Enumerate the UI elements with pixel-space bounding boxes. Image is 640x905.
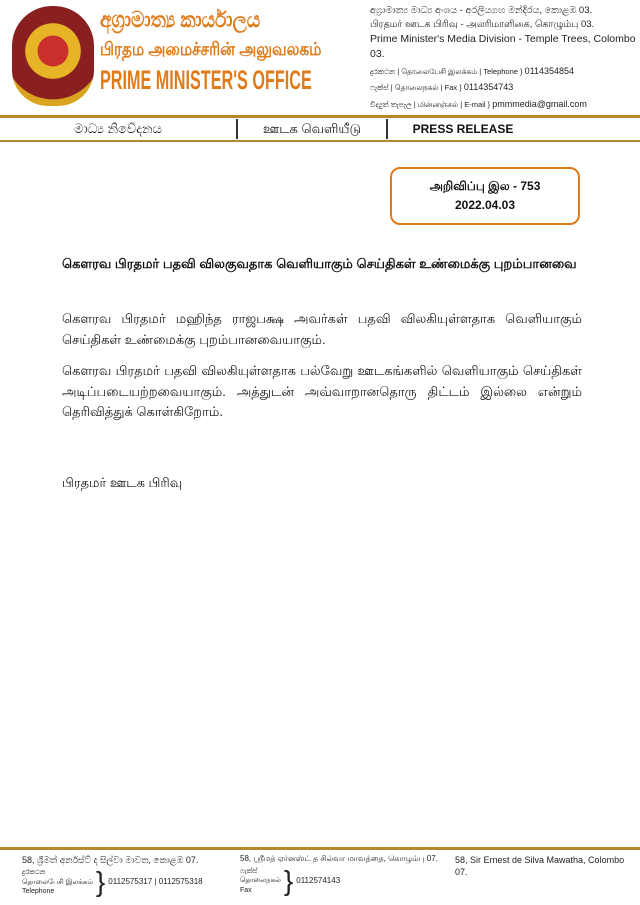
contact-block: [370, 4, 636, 111]
address-english: Prime Minister's Media Division - Temple Trees, Colombo 03.: [370, 32, 636, 60]
release-number: அறிவிப்பு இல - 753: [429, 178, 541, 193]
fax: 0114354743: [463, 82, 514, 93]
brace: }: [283, 864, 294, 896]
section-rule: [0, 140, 640, 142]
footer-address-sinhala: 58, ශ්‍රීමත් අර්නස්ට් ද සිල්වා මාවත, කොළඹ 07.: [22, 855, 199, 865]
footer: [0, 850, 640, 896]
title-tamil: பிரதம அமைச்சரின் அலுவலகம்: [100, 38, 322, 59]
section-english: PRESS RELEASE: [412, 121, 514, 136]
paragraph-1: கௌரவ பிரதமர் மஹிந்த ராஜபக்ஷ அவர்கள் பதவி விலகியுள்ளதாக வெளியாகும் செய்திகள் உண்மைக்கு புறம்பானவையாகும்.: [62, 311, 582, 347]
tel-label-si: දුරකථන: [22, 869, 46, 877]
tel-label-en: Telephone: [22, 888, 55, 896]
fax-label-si: ෆැක්ස්: [240, 867, 258, 875]
tel-label-ta: தொலைபேசி இலக்கம்: [22, 878, 93, 886]
address-tamil: பிரதமர் ஊடக பிரிவு - அலரிமாளிகை, கொழும்பு 03.: [370, 18, 595, 30]
section-bar: [0, 118, 640, 140]
footer-telephones: 0112575317 | 0112575318: [108, 876, 203, 886]
section-sinhala: මාධ්‍ය නිවේදනය: [74, 121, 162, 137]
section-tamil: ஊடக வெளியீடு: [262, 121, 362, 137]
sri-lanka-emblem-icon: [12, 6, 94, 106]
footer-fax: 0112574143: [296, 875, 341, 885]
paragraph-2: கௌரவ பிரதமர் பதவி விலகியுள்ளதாக பல்வேறு ஊடகங்களில் வெளியாகும் செய்திகள் அடிப்படையற்றவையாகும். அத்துடன் அவ்வாறானதொரு திட்டம் இல்லை என்றும் தெரிவித்துக் கொள்கிறோம்.: [62, 362, 582, 420]
telephone: 0114354854: [524, 65, 575, 76]
address-sinhala: අග්‍රාමාත්‍ය මාධ්‍ය අංශය - අරලියගහ මන්දිරය, කොළඹ 03.: [370, 5, 593, 16]
title-english: PRIME MINISTER'S OFFICE: [100, 64, 312, 95]
email: pmmmedia@gmail.com: [492, 98, 587, 109]
brace: }: [95, 866, 106, 898]
footer-address-english: 58, Sir Ernest de Silva Mawatha, Colombo 07.: [455, 855, 625, 878]
letterhead: [0, 0, 640, 115]
release-number-box: [390, 167, 580, 225]
fax-label: ෆැක්ස් | தொலைநகல் | Fax }: [370, 83, 462, 93]
signature: பிரதமர் ஊடக பிரிவு: [62, 475, 183, 491]
email-label: විද්‍යුත් තැපෑල | மின்னஞ்சல் | E-mail }: [370, 99, 491, 109]
footer-address-tamil: 58, ஸ்ரீமத் ஏர்னஸ்ட் த சில்வா மாவத்தை, கொழும்பு 07.: [240, 854, 438, 863]
fax-label-ta: தொலைநகல்: [240, 877, 281, 885]
headline: கௌரவ பிரதமர் பதவி விலகுவதாக வெளியாகும் செய்திகள் உண்மைக்கு புறம்பானவை: [62, 256, 577, 272]
telephone-label: දුරකථන | தொலைபேசி இலக்கம் | Telephone }: [370, 66, 523, 76]
title-sinhala: අග්‍රාමාත්‍ය කාර්යාලය: [100, 7, 261, 32]
fax-label-en: Fax: [240, 886, 252, 894]
release-date: 2022.04.03: [454, 197, 516, 212]
